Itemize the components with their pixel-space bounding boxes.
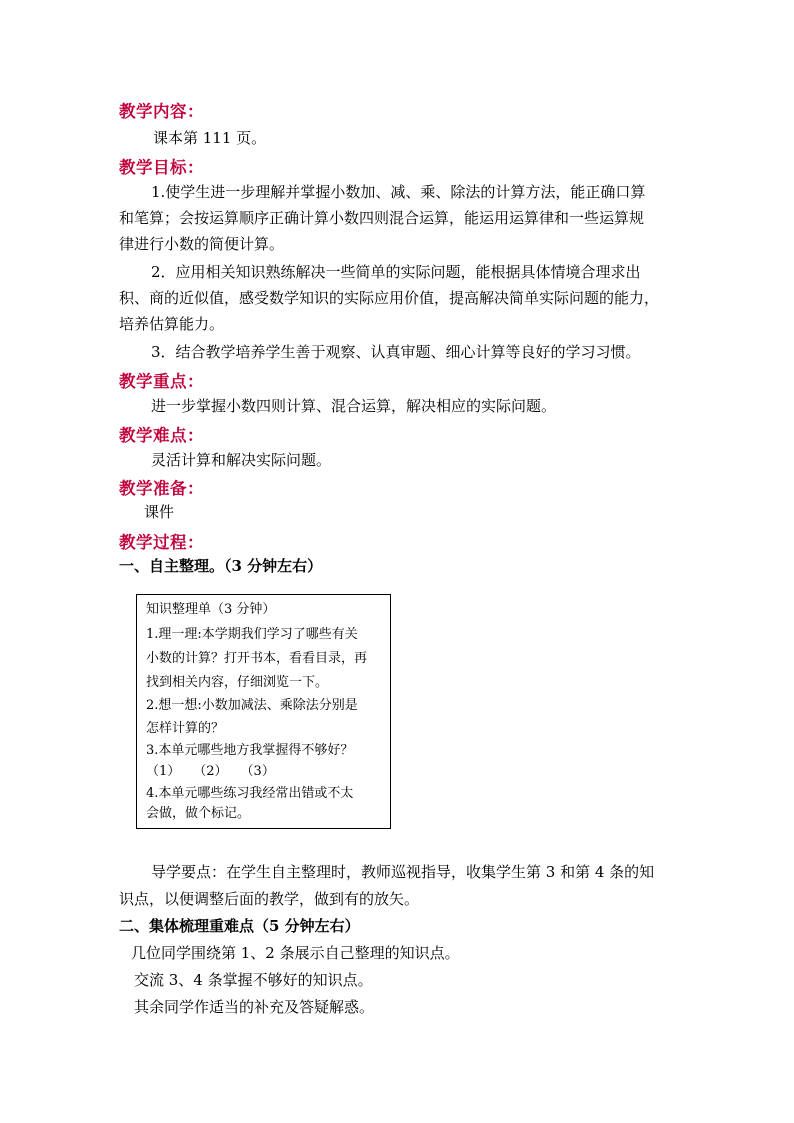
goal-1-line-1: 1.使学生进一步理解并掌握小数加、减、乘、除法的计算方法，能正确口算 <box>151 183 646 201</box>
heading-preparation: 教学准备： <box>119 479 204 498</box>
box-line-5: 怎样计算的？ <box>146 721 225 736</box>
goal-1-line-3: 律进行小数的简便计算。 <box>119 235 285 253</box>
goal-2-line-2: 积、商的近似值，感受数学知识的实际应用价值，提高解决简单实际问题的能力， <box>119 289 660 307</box>
section-1-title: 一、自主整理。（3 分钟左右） <box>119 557 323 575</box>
box-line-3: 找到相关内容，仔细浏览一下。 <box>146 675 329 690</box>
goal-2-line-1: 2．应用相关知识熟练解决一些简单的实际问题，能根据具体情境合理求出 <box>151 263 641 281</box>
goal-2-line-3: 培养估算能力。 <box>119 315 225 333</box>
section-2-line-2: 交流 3、4 条掌握不够好的知识点。 <box>134 971 373 989</box>
guide-points-line-1: 导学要点：在学生自主整理时，教师巡视指导，收集学生第 3 和第 4 条的知 <box>151 863 655 881</box>
heading-teaching-process: 教学过程： <box>119 533 204 552</box>
box-line-4: 2.想一想:小数加减法、乘除法分别是 <box>146 698 358 713</box>
box-line-8: 4.本单元哪些练习我经常出错或不太 <box>146 786 354 801</box>
goal-1-line-2: 和笔算；会按运算顺序正确计算小数四则混合运算，能运用运算律和一些运算规 <box>119 209 645 227</box>
box-line-1: 1.理一理:本学期我们学习了哪些有关 <box>146 627 358 642</box>
box-line-2: 小数的计算？打开书本，看看目录，再 <box>146 651 368 666</box>
heading-teaching-content: 教学内容： <box>119 102 204 121</box>
difficult-points-text: 灵活计算和解决实际问题。 <box>151 451 332 469</box>
box-line-9: 会做，做个标记。 <box>146 806 251 821</box>
box-line-7: （1） （2） （3） <box>146 764 275 779</box>
guide-points-line-2: 识点，以便调整后面的教学，做到有的放矢。 <box>119 890 420 908</box>
box-line-6: 3.本单元哪些地方我掌握得不够好？ <box>146 743 354 758</box>
heading-key-points: 教学重点： <box>119 372 204 391</box>
heading-teaching-goals: 教学目标： <box>119 158 204 177</box>
content-text: 课本第 111 页。 <box>153 129 267 147</box>
section-2-line-1: 几位同学围绕第 1、2 条展示自己整理的知识点。 <box>131 944 460 962</box>
box-title: 知识整理单（3 分钟） <box>146 602 276 617</box>
preparation-text: 课件 <box>144 503 175 521</box>
goal-3: 3．结合教学培养学生善于观察、认真审题、细心计算等良好的学习习惯。 <box>151 343 641 361</box>
section-2-line-3: 其余同学作适当的补充及答疑解惑。 <box>134 998 375 1016</box>
heading-difficult-points: 教学难点： <box>119 426 204 445</box>
section-2-title: 二、集体梳理重难点（5 分钟左右） <box>119 917 360 935</box>
key-points-text: 进一步掌握小数四则计算、混合运算，解决相应的实际问题。 <box>151 397 557 415</box>
